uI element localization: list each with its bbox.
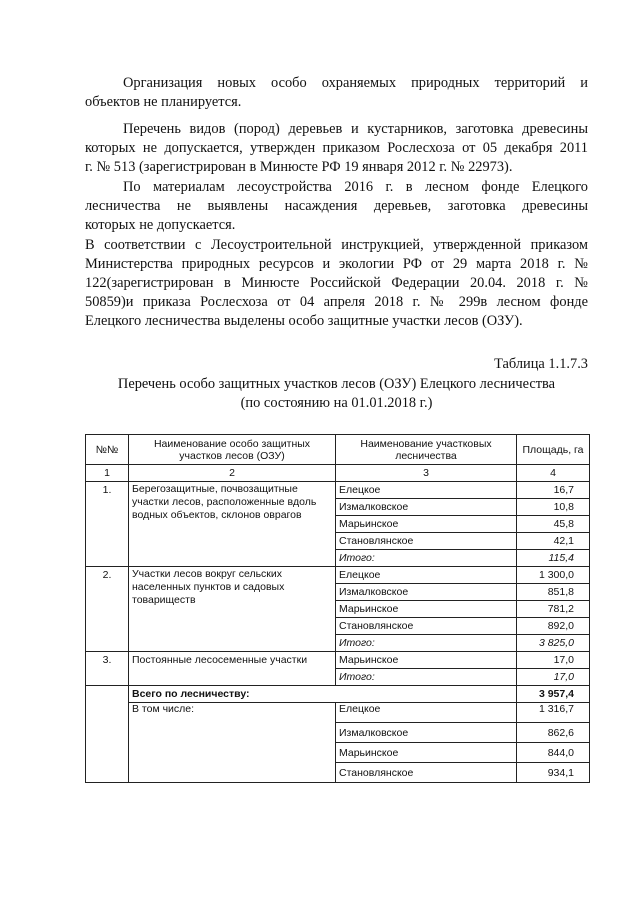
group-name: Постоянные лесосеменные участки xyxy=(129,652,336,686)
text-line: По материалам лесоустройства 2016 г. в лесном фонде Елецкого xyxy=(123,179,588,195)
subtotal-label: Итого: xyxy=(336,669,517,686)
header-area: Площадь, га xyxy=(517,435,590,465)
grand-total-label: Всего по лесничеству: xyxy=(129,686,517,703)
ozu-table xyxy=(85,434,590,783)
group-number: 2. xyxy=(86,567,129,652)
subtotal-label: Итого: xyxy=(336,550,517,567)
grand-total-value: 3 957,4 xyxy=(517,686,590,703)
text-line: которых не допускается. xyxy=(85,217,236,233)
table-row xyxy=(86,482,590,499)
table-subtitle: (по состоянию на 01.01.2018 г.) xyxy=(240,395,433,411)
district-cell: Марьинское xyxy=(336,601,517,618)
district-cell: Марьинское xyxy=(336,652,517,669)
text-line: которых не допускается, утвержден приказом Рослесхоза от 05 декабря 2011 xyxy=(85,140,588,156)
column-number: 4 xyxy=(517,465,590,482)
column-number: 2 xyxy=(129,465,336,482)
district-cell: Становлянское xyxy=(336,763,517,783)
district-cell: Марьинское xyxy=(336,516,517,533)
table-header-row xyxy=(86,435,590,465)
area-cell: 892,0 xyxy=(517,618,590,635)
area-cell: 42,1 xyxy=(517,533,590,550)
district-cell: Измалковское xyxy=(336,499,517,516)
district-cell: Становлянское xyxy=(336,618,517,635)
header-number: №№ xyxy=(86,435,129,465)
district-cell: Елецкое xyxy=(336,567,517,584)
group-number: 3. xyxy=(86,652,129,686)
area-cell: 934,1 xyxy=(517,763,590,783)
grand-total-row xyxy=(86,686,590,703)
column-numbers-row xyxy=(86,465,590,482)
group-number: 1. xyxy=(86,482,129,567)
area-cell: 17,0 xyxy=(517,652,590,669)
text-line: 50859)и приказа Рослесхоза от 04 апреля 2018 г. № 299в лесном фонде xyxy=(85,294,588,310)
paragraph-species-list xyxy=(85,120,588,177)
area-cell: 45,8 xyxy=(517,516,590,533)
area-cell: 862,6 xyxy=(517,723,590,743)
subtotal-label: Итого: xyxy=(336,635,517,652)
table-number: Таблица 1.1.7.3 xyxy=(494,356,588,372)
district-cell: Елецкое xyxy=(336,703,517,723)
empty-cell xyxy=(86,686,129,783)
text-line: В соответствии с Лесоустроительной инструкцией, утвержденной приказом xyxy=(85,237,588,253)
subtotal-value: 115,4 xyxy=(517,550,590,567)
text-line: Организация новых особо охраняемых природных территорий и xyxy=(123,75,588,91)
table-row xyxy=(86,703,590,723)
group-name: Берегозащитные, почвозащитные участки лесов, расположенные вдоль водных объектов, склонов оврагов xyxy=(129,482,336,567)
paragraph-protected-areas xyxy=(85,74,588,112)
text-line: лесничества не выявлены насаждения деревьев, заготовка древесины xyxy=(85,198,588,214)
paragraph-forest-inventory xyxy=(85,178,588,235)
area-cell: 781,2 xyxy=(517,601,590,618)
text-line: Перечень видов (пород) деревьев и кустарников, заготовка древесины xyxy=(123,121,588,137)
column-number: 3 xyxy=(336,465,517,482)
text-line: 122(зарегистрирован в Минюсте Российской Федерации 20.04. 2018 г. № xyxy=(85,275,588,291)
text-line: г. № 513 (зарегистрирован в Минюсте РФ 19 января 2012 г. № 22973). xyxy=(85,159,513,175)
text-line: Елецкого лесничества выделены особо защитные участки лесов (ОЗУ). xyxy=(85,313,523,329)
header-ozu-name: Наименование особо защитных участков лесов (ОЗУ) xyxy=(129,435,336,465)
including-label: В том числе: xyxy=(129,703,336,783)
district-cell: Марьинское xyxy=(336,743,517,763)
district-cell: Елецкое xyxy=(336,482,517,499)
area-cell: 844,0 xyxy=(517,743,590,763)
group-name: Участки лесов вокруг сельских населенных пунктов и садовых товариществ xyxy=(129,567,336,652)
subtotal-value: 17,0 xyxy=(517,669,590,686)
area-cell: 10,8 xyxy=(517,499,590,516)
table-row xyxy=(86,567,590,584)
text-line: Министерства природных ресурсов и экологии РФ от 29 марта 2018 г. № xyxy=(85,256,588,272)
district-cell: Становлянское xyxy=(336,533,517,550)
column-number: 1 xyxy=(86,465,129,482)
table-title: Перечень особо защитных участков лесов (ОЗУ) Елецкого лесничества xyxy=(117,376,556,392)
table-row xyxy=(86,652,590,669)
area-cell: 1 300,0 xyxy=(517,567,590,584)
district-cell: Измалковское xyxy=(336,584,517,601)
text-line: объектов не планируется. xyxy=(85,94,242,110)
paragraph-ozu-order xyxy=(85,236,588,331)
area-cell: 851,8 xyxy=(517,584,590,601)
area-cell: 1 316,7 xyxy=(517,703,590,723)
subtotal-value: 3 825,0 xyxy=(517,635,590,652)
district-cell: Измалковское xyxy=(336,723,517,743)
header-district-forestry: Наименование участковых лесничества xyxy=(336,435,517,465)
area-cell: 16,7 xyxy=(517,482,590,499)
